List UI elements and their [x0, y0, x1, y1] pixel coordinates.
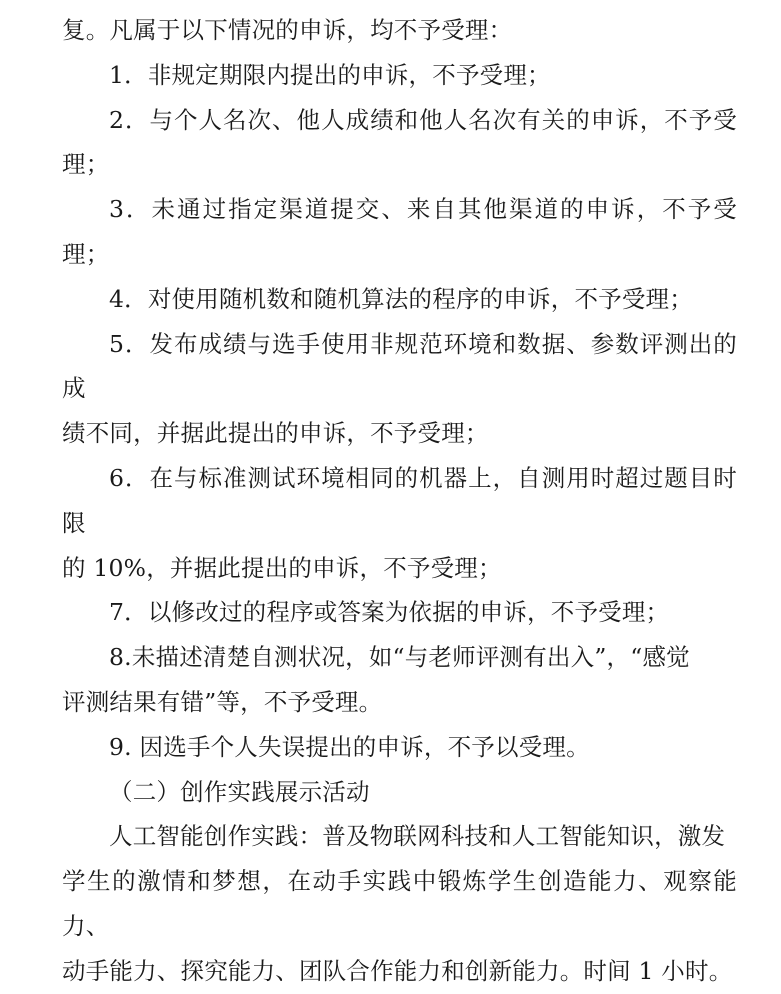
paragraph-item-8: 8.未描述清楚自测状况，如“与老师评测有出入”，“感觉: [109, 643, 690, 672]
paragraph-practice-line-3: 动手能力、探究能力、团队合作能力和创新能力。时间 1 小时。: [62, 956, 733, 985]
paragraph-item-6: 6．在与标准测试环境相同的机器上，自测用时超过题目时限: [62, 463, 737, 537]
paragraph-practice-line-1: 人工智能创作实践：普及物联网科技和人工智能知识，激发: [109, 822, 726, 851]
paragraph-item-5-continued: 绩不同，并据此提出的申诉，不予受理；: [62, 419, 489, 448]
paragraph-practice-line-2: 学生的激情和梦想，在动手实践中锻炼学生创造能力、观察能力、: [62, 867, 737, 940]
paragraph-item-3: 3．未通过指定渠道提交、来自其他渠道的申诉，不予受理；: [62, 195, 737, 268]
paragraph-item-8-continued: 评测结果有错”等，不予受理。: [62, 687, 383, 716]
paragraph-item-5: 5．发布成绩与选手使用非规范环境和数据、参数评测出的成: [62, 329, 737, 403]
paragraph-section-heading: （二）创作实践展示活动: [109, 777, 370, 806]
paragraph-item-6-continued: 的 10%，并据此提出的申诉，不予受理；: [62, 553, 502, 582]
document-body: [62, 8, 737, 994]
paragraph-item-2: 2．与个人名次、他人成绩和他人名次有关的申诉，不予受理；: [62, 105, 737, 179]
paragraph-item-4: 4．对使用随机数和随机算法的程序的申诉，不予受理；: [109, 284, 693, 313]
paragraph-item-1: 1．非规定期限内提出的申诉，不予受理；: [109, 60, 551, 89]
paragraph-intro-continued: 复。凡属于以下情况的申诉，均不予受理：: [62, 16, 513, 44]
paragraph-item-9: 9. 因选手个人失误提出的申诉，不予以受理。: [109, 732, 590, 761]
paragraph-item-7: 7．以修改过的程序或答案为依据的申诉，不予受理；: [109, 598, 670, 627]
